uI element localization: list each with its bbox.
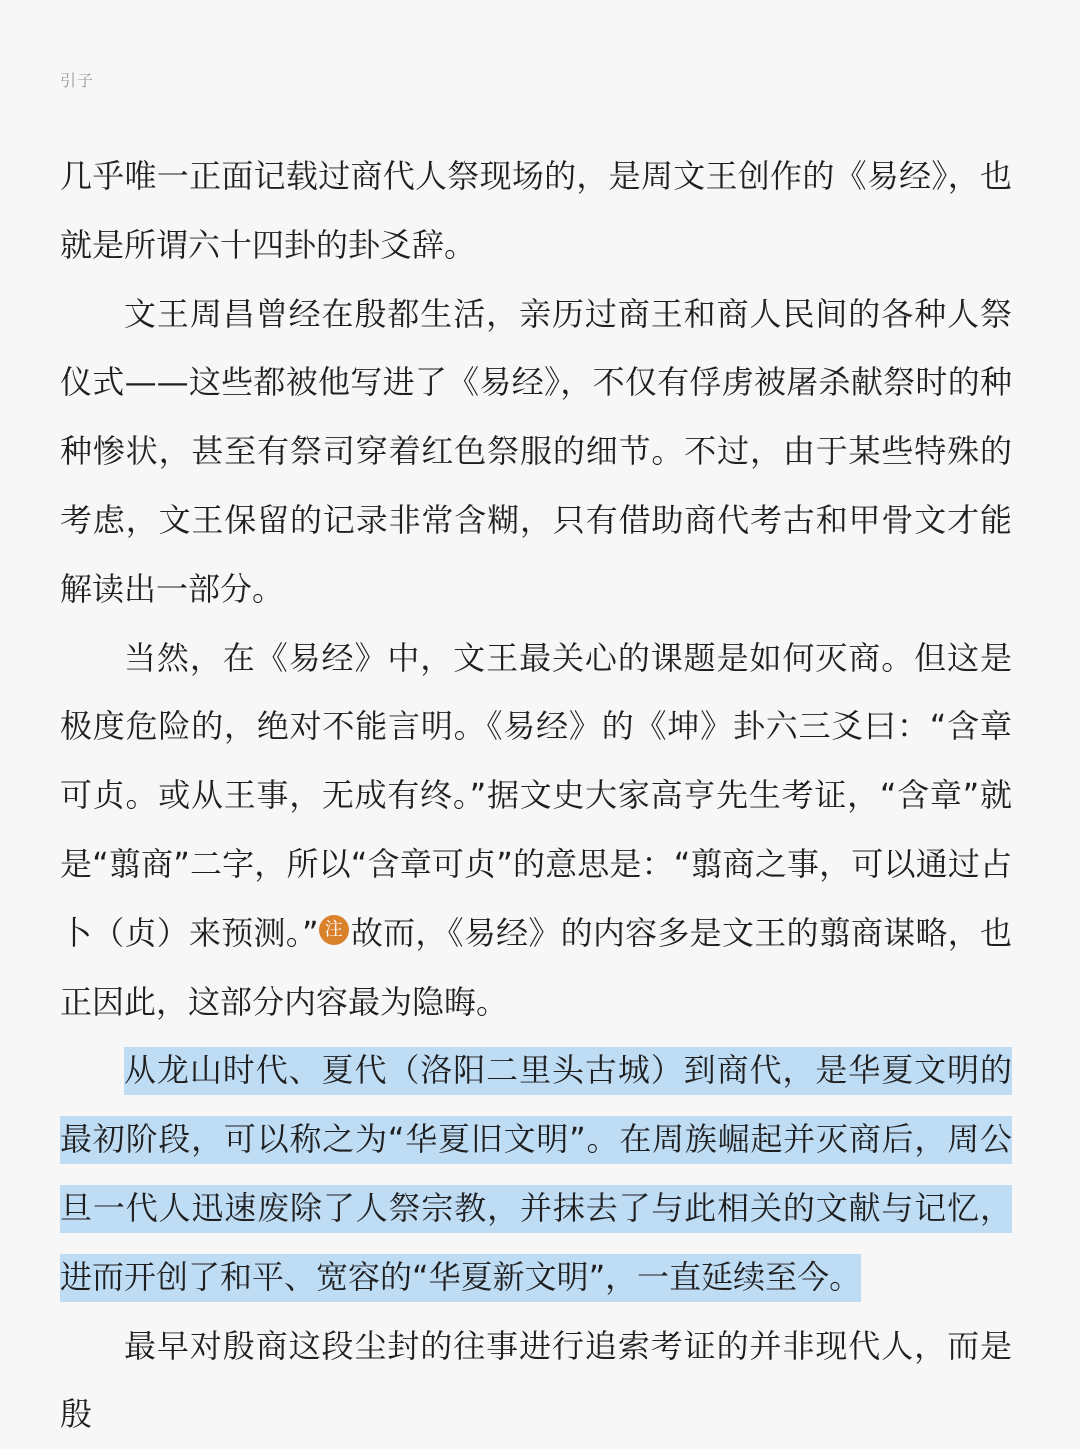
reading-content (60, 142, 1012, 1449)
underlined-passage[interactable] (60, 639, 1012, 1021)
paragraph-2[interactable]: 文王周昌曾经在殷都生活，亲历过商王和商人民间的各种人祭仪式——这些都被他写进了《易经》，不仅有俘虏被屠杀献祭时的种种惨状，甚至有祭司穿着红色祭服的细节。不过，由于某些特殊的考虑，文王保留的记录非常含糊，只有借助商代考古和甲骨文才能解读出一部分。 (60, 294, 1012, 608)
paragraph-4[interactable] (60, 1036, 1012, 1311)
paragraph-5[interactable]: 最早对殷商这段尘封的往事进行追索考证的并非现代人，而是殷 (60, 1326, 1012, 1434)
paragraph-1[interactable]: 几乎唯一正面记载过商代人祭现场的，是周文王创作的《易经》，也就是所谓六十四卦的卦爻辞。 (60, 157, 1012, 264)
footnote-icon[interactable]: 注 (319, 915, 349, 945)
chapter-header: 引子 (60, 71, 95, 90)
paragraph-3-text-before-note: 当然，在《易经》中，文王最关心的课题是如何灭商。但这是极度危险的，绝对不能言明。《易经》的《坤》卦六三爻曰：“含章可贞。或从王事，无成有终。”据文史大家高亨先生考证，“含章”就是“翦商”二字，所以“含章可贞”的意思是：“翦商之事，可以通过占卜（贞）来预测。” (60, 638, 1012, 952)
paragraph-3-text-after-note: 故而，《易经》的内容多是文王的翦商谋略，也正因此，这部分内容最为隐晦。 (60, 913, 1012, 1021)
highlighted-passage[interactable]: 从龙山时代、夏代（洛阳二里头古城）到商代，是华夏文明的最初阶段，可以称之为“华夏旧文明”。在周族崛起并灭商后，周公旦一代人迅速废除了人祭宗教，并抹去了与此相关的文献与记忆，进而开创了和平、宽容的“华夏新文明”，一直延续至今。 (60, 1047, 1012, 1301)
paragraph-3[interactable] (60, 624, 1012, 1037)
